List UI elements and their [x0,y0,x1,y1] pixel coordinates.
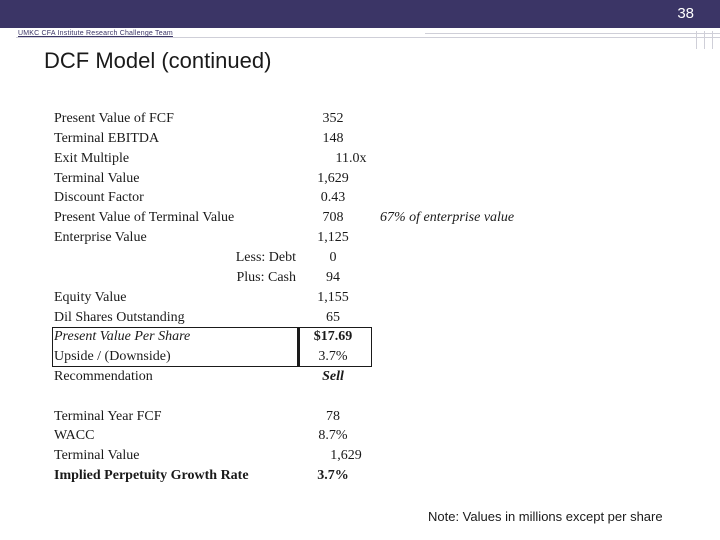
plus-cash-value: 94 [326,270,340,285]
dil-shares-value: 65 [326,310,340,325]
page-number: 38 [677,5,694,22]
pv-per-share-label: Present Value Per Share [54,329,191,344]
pv-fcf-label: Present Value of FCF [54,111,174,126]
wacc-value: 8.7% [318,428,348,443]
enterprise-value-value: 1,125 [317,230,349,245]
exit-multiple-value: 11.0x [335,151,367,166]
enterprise-value-label: Enterprise Value [54,230,147,245]
header-divider [16,37,720,38]
footnote: Note: Values in millions except per share [428,509,663,524]
terminal-ebitda-value: 148 [322,131,344,146]
less-debt-label: Less: Debt [235,250,296,265]
terminal-year-fcf-label: Terminal Year FCF [54,409,162,424]
recommendation-label: Recommendation [54,369,153,384]
upside-label: Upside / (Downside) [54,349,171,364]
pv-terminal-value: 708 [322,210,344,225]
team-name: UMKC CFA Institute Research Challenge Team [18,30,173,37]
terminal-year-fcf-value: 78 [326,409,340,424]
pv-terminal-label: Present Value of Terminal Value [54,210,235,225]
exit-multiple-label: Exit Multiple [54,151,130,166]
upside-value: 3.7% [318,349,348,364]
enterprise-value-share-note: 67% of enterprise value [380,210,515,225]
header-tick-1 [696,31,697,49]
implied-growth-label: Implied Perpetuity Growth Rate [54,468,249,483]
recommendation-value: Sell [322,369,344,384]
less-debt-value: 0 [329,250,337,265]
header-bar [0,0,720,28]
dil-shares-label: Dil Shares Outstanding [54,310,185,325]
perpetuity-terminal-value-label: Terminal Value [54,448,140,463]
terminal-value-label: Terminal Value [54,171,140,186]
terminal-value-value: 1,629 [317,171,349,186]
implied-growth-value: 3.7% [317,468,349,483]
plus-cash-label: Plus: Cash [236,270,296,285]
terminal-ebitda-label: Terminal EBITDA [54,131,160,146]
equity-value-label: Equity Value [54,290,127,305]
pv-per-share-value: $17.69 [313,329,353,344]
equity-value-value: 1,155 [317,290,349,305]
wacc-label: WACC [54,428,95,443]
header-tick-3 [712,31,713,49]
discount-factor-label: Discount Factor [54,190,144,205]
pv-fcf-value: 352 [322,111,344,126]
discount-factor-value: 0.43 [320,190,346,205]
header-tick-2 [704,31,705,49]
slide-title: DCF Model (continued) [44,48,272,73]
header-divider-upper [425,33,720,34]
perpetuity-terminal-value-value: 1,629 [330,448,362,463]
